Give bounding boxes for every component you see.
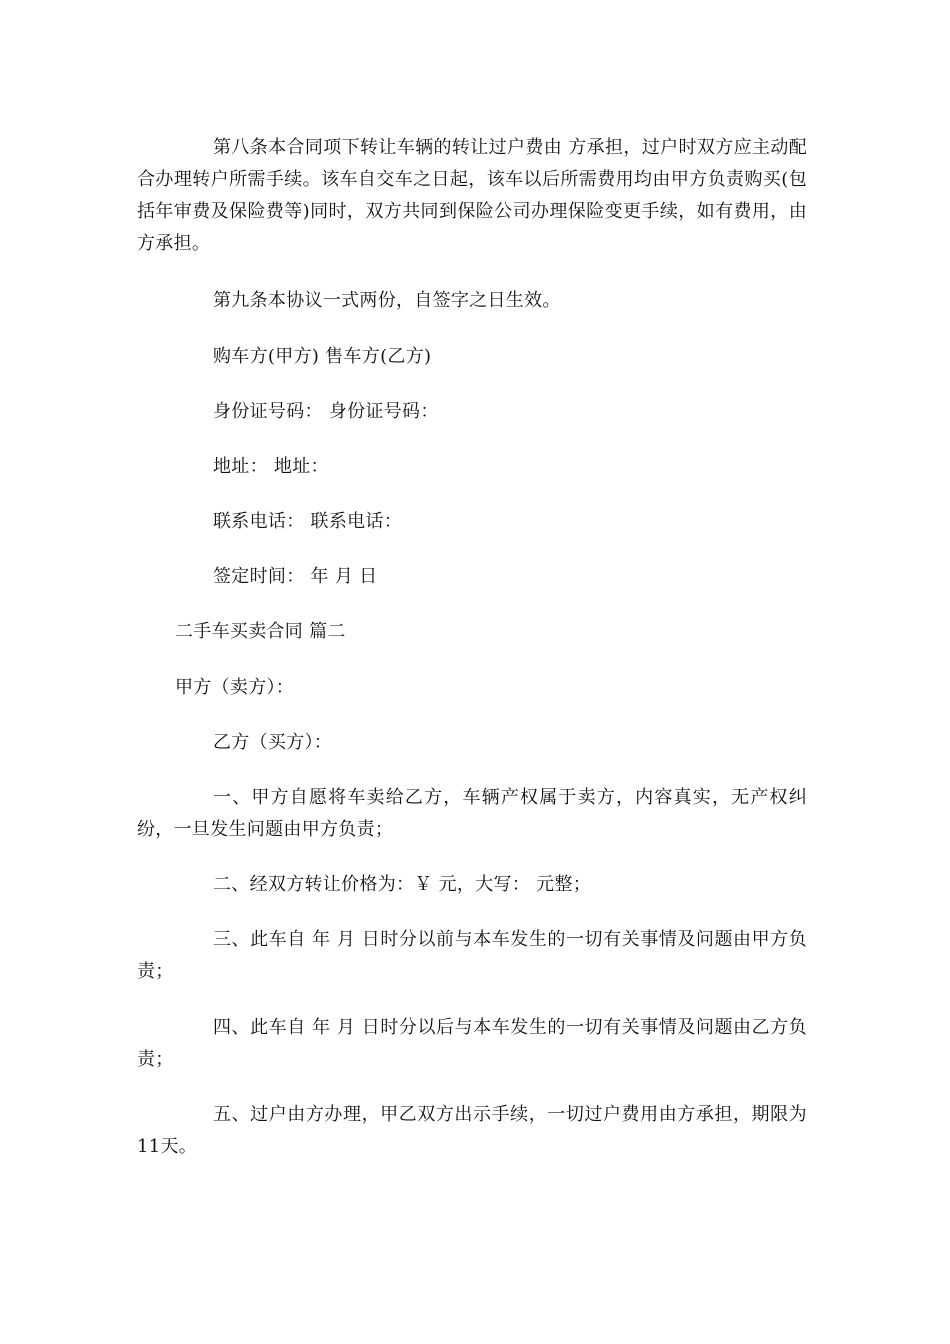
signing-date-line: 签定时间： 年 月 日 — [213, 566, 378, 587]
address-line: 地址： 地址： — [213, 456, 329, 477]
clause-1-paragraph: 一、甲方自愿将车卖给乙方，车辆产权属于卖方，内容真实，无产权纠纷，一旦发生问题由甲方负责； — [137, 787, 807, 840]
id-number-line: 身份证号码： 身份证号码： — [213, 401, 439, 422]
phone-line: 联系电话： 联系电话： — [213, 511, 403, 532]
clause-3-paragraph: 三、此车自 年 月 日时分以前与本车发生的一切有关事情及问题由甲方负责； — [137, 929, 807, 982]
section-heading: 二手车买卖合同 篇二 — [175, 621, 346, 642]
article-8-paragraph: 第八条本合同项下转让车辆的转让过户费由 方承担，过户时双方应主动配合办理转户所需手续。该车自交车之日起，该车以后所需费用均由甲方负责购买(包括年审费及保险费等)同时，双方共同到保险公司办理保险变更手续，如有费用，由 方承担。 — [137, 137, 807, 254]
clause-4-paragraph: 四、此车自 年 月 日时分以后与本车发生的一切有关事情及问题由乙方负责； — [137, 1017, 807, 1070]
buyer-line: 乙方（买方）： — [213, 732, 333, 753]
article-9-paragraph: 第九条本协议一式两份，自签字之日生效。 — [213, 290, 561, 311]
seller-line: 甲方（卖方）： — [175, 677, 295, 698]
clause-5-paragraph: 五、过户由方办理，甲乙双方出示手续，一切过户费用由方承担，期限为11天。 — [137, 1104, 807, 1157]
parties-line: 购车方(甲方) 售车方(乙方) — [213, 346, 432, 367]
clause-2-paragraph: 二、经双方转让价格为：￥ 元，大写： 元整； — [213, 874, 592, 895]
